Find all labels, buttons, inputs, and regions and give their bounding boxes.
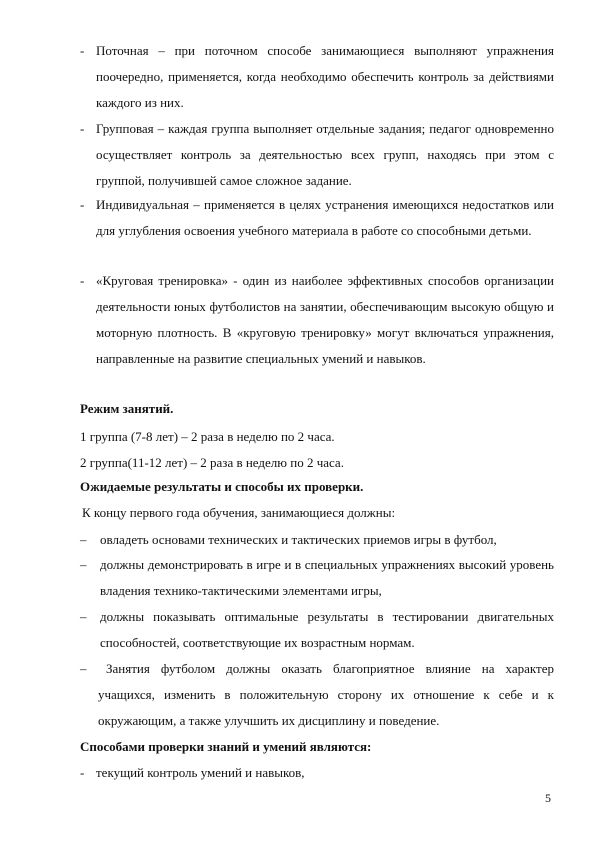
bullet-dash: - [80,273,85,288]
bullet-dash: – [80,557,87,572]
list-item-text: текущий контроль умений и навыков, [96,765,305,780]
list-item-text: овладеть основами технических и тактических приемов игры в футбол, [100,532,497,547]
regime-line: 1 группа (7-8 лет) – 2 раза в неделю по 2 часа. [80,429,335,444]
list-item-text: Поточная – при поточном способе занимающиеся выполняют упражнения поочередно, применяется, когда необходимо обеспечить контроль за действиями каждого из них. [96,43,554,110]
bullet-dash: – [80,532,87,547]
regime-heading: Режим занятий. [80,401,174,416]
bullet-dash: – [80,661,87,676]
bullet-dash: - [80,765,85,780]
bullet-dash: – [80,609,87,624]
list-item-text: должны демонстрировать в игре и в специальных упражнениях высокий уровень владения технико-тактическими элементами игры, [100,557,554,598]
list-item-text: Индивидуальная – применяется в целях устранения имеющихся недостатков или для углубления освоения учебного материала в работе со способными детьми. [96,197,554,238]
results-heading: Ожидаемые результаты и способы их проверки. [80,479,364,494]
bullet-dash: - [80,197,85,212]
list-item-text: «Круговая тренировка» - один из наиболее эффективных способов организации деятельности юных футболистов на занятии, обеспечивающим высокую общую и моторную плотность. В «круговую тренировку» могут включаться упражнения, направленные на развитие специальных умений и навыков. [96,273,554,366]
results-intro: К концу первого года обучения, занимающиеся должны: [82,505,396,520]
list-item-text: должны показывать оптимальные результаты в тестировании двигательных способностей, соответствующие их возрастным нормам. [100,609,554,650]
page-number: 5 [545,791,551,805]
bullet-dash: - [80,43,85,58]
list-item-text: Групповая – каждая группа выполняет отдельные задания; педагог одновременно осуществляет контроль за деятельностью всех групп, находясь при этом с группой, получившей самое сложное задание. [96,121,554,188]
list-item-text: Занятия футболом должны оказать благоприятное влияние на характер учащихся, изменить в положительную сторону их отношение к себе и к окружающим, а также улучшить их дисциплину и поведение. [98,661,554,728]
check-heading: Способами проверки знаний и умений являются: [80,739,372,754]
bullet-dash: - [80,121,85,136]
regime-line: 2 группа(11-12 лет) – 2 раза в неделю по 2 часа. [80,455,344,470]
